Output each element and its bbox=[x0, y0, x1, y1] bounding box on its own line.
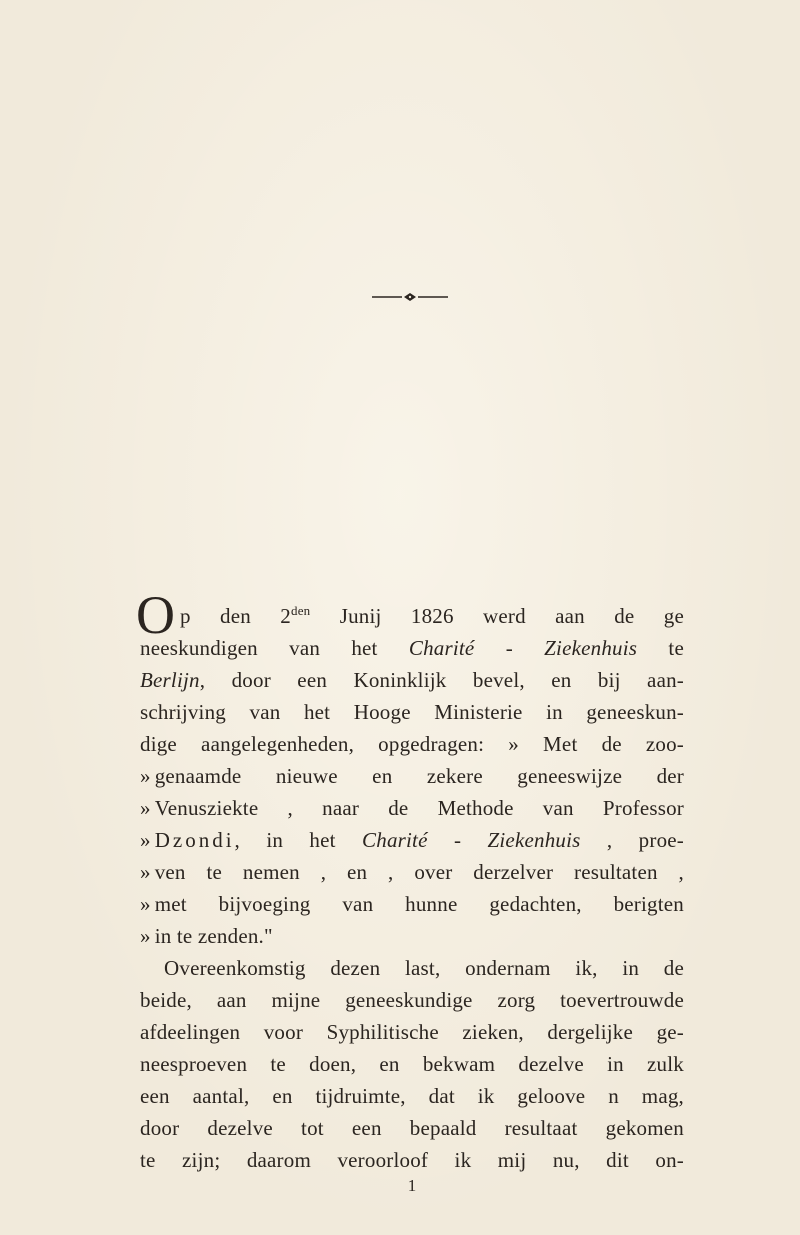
text-line-4: schrijving van het Hooge Ministerie in geneeskun- bbox=[140, 700, 684, 724]
ornament-divider bbox=[370, 292, 450, 302]
text-line-18: te zijn; daarom veroorloof ik mij nu, dit on- bbox=[140, 1148, 684, 1172]
text-line-11: » in te zenden." bbox=[140, 924, 273, 948]
text-line-17: door dezelve tot een bepaald resultaat gekomen bbox=[140, 1116, 684, 1140]
text-line-5: dige aangelegenheden, opgedragen: » Met de zoo- bbox=[140, 732, 684, 756]
text-line-7: » Venusziekte , naar de Methode van Professor bbox=[140, 796, 684, 820]
text-line-1: O p den $2^{den}$ Junij 1826 werd aan de ge bbox=[136, 585, 684, 645]
text-line-12: Overeenkomstig dezen last, ondernam ik, in de bbox=[164, 956, 684, 980]
text-line-15: neesproeven te doen, en bekwam dezelve in zulk bbox=[140, 1052, 684, 1076]
text-line-14: afdeelingen voor Syphilitische zieken, dergelijke ge- bbox=[140, 1020, 684, 1044]
drop-capital: O bbox=[136, 585, 176, 645]
text-line-2: neeskundigen van het Charité - Ziekenhuis te bbox=[140, 636, 684, 660]
text-line-10: » met bijvoeging van hunne gedachten, berigten bbox=[140, 892, 684, 916]
name-dzondi: Dzondi bbox=[154, 828, 235, 852]
text-line-3: Berlijn, door een Koninklijk bevel, en bij aan- bbox=[140, 668, 684, 692]
text-line-8: » Dzondi, in het Charité - Ziekenhuis , proe- bbox=[140, 828, 684, 852]
text-line-9: » ven te nemen , en , over derzelver resultaten , bbox=[140, 860, 684, 884]
text-line-6: » genaamde nieuwe en zekere geneeswijze der bbox=[140, 764, 684, 788]
text-line-16: een aantal, en tijdruimte, dat ik geloove n mag, bbox=[140, 1084, 684, 1108]
signature-mark: 1 bbox=[407, 1176, 417, 1195]
text-line-13: beide, aan mijne geneeskundige zorg toevertrouwde bbox=[140, 988, 684, 1012]
